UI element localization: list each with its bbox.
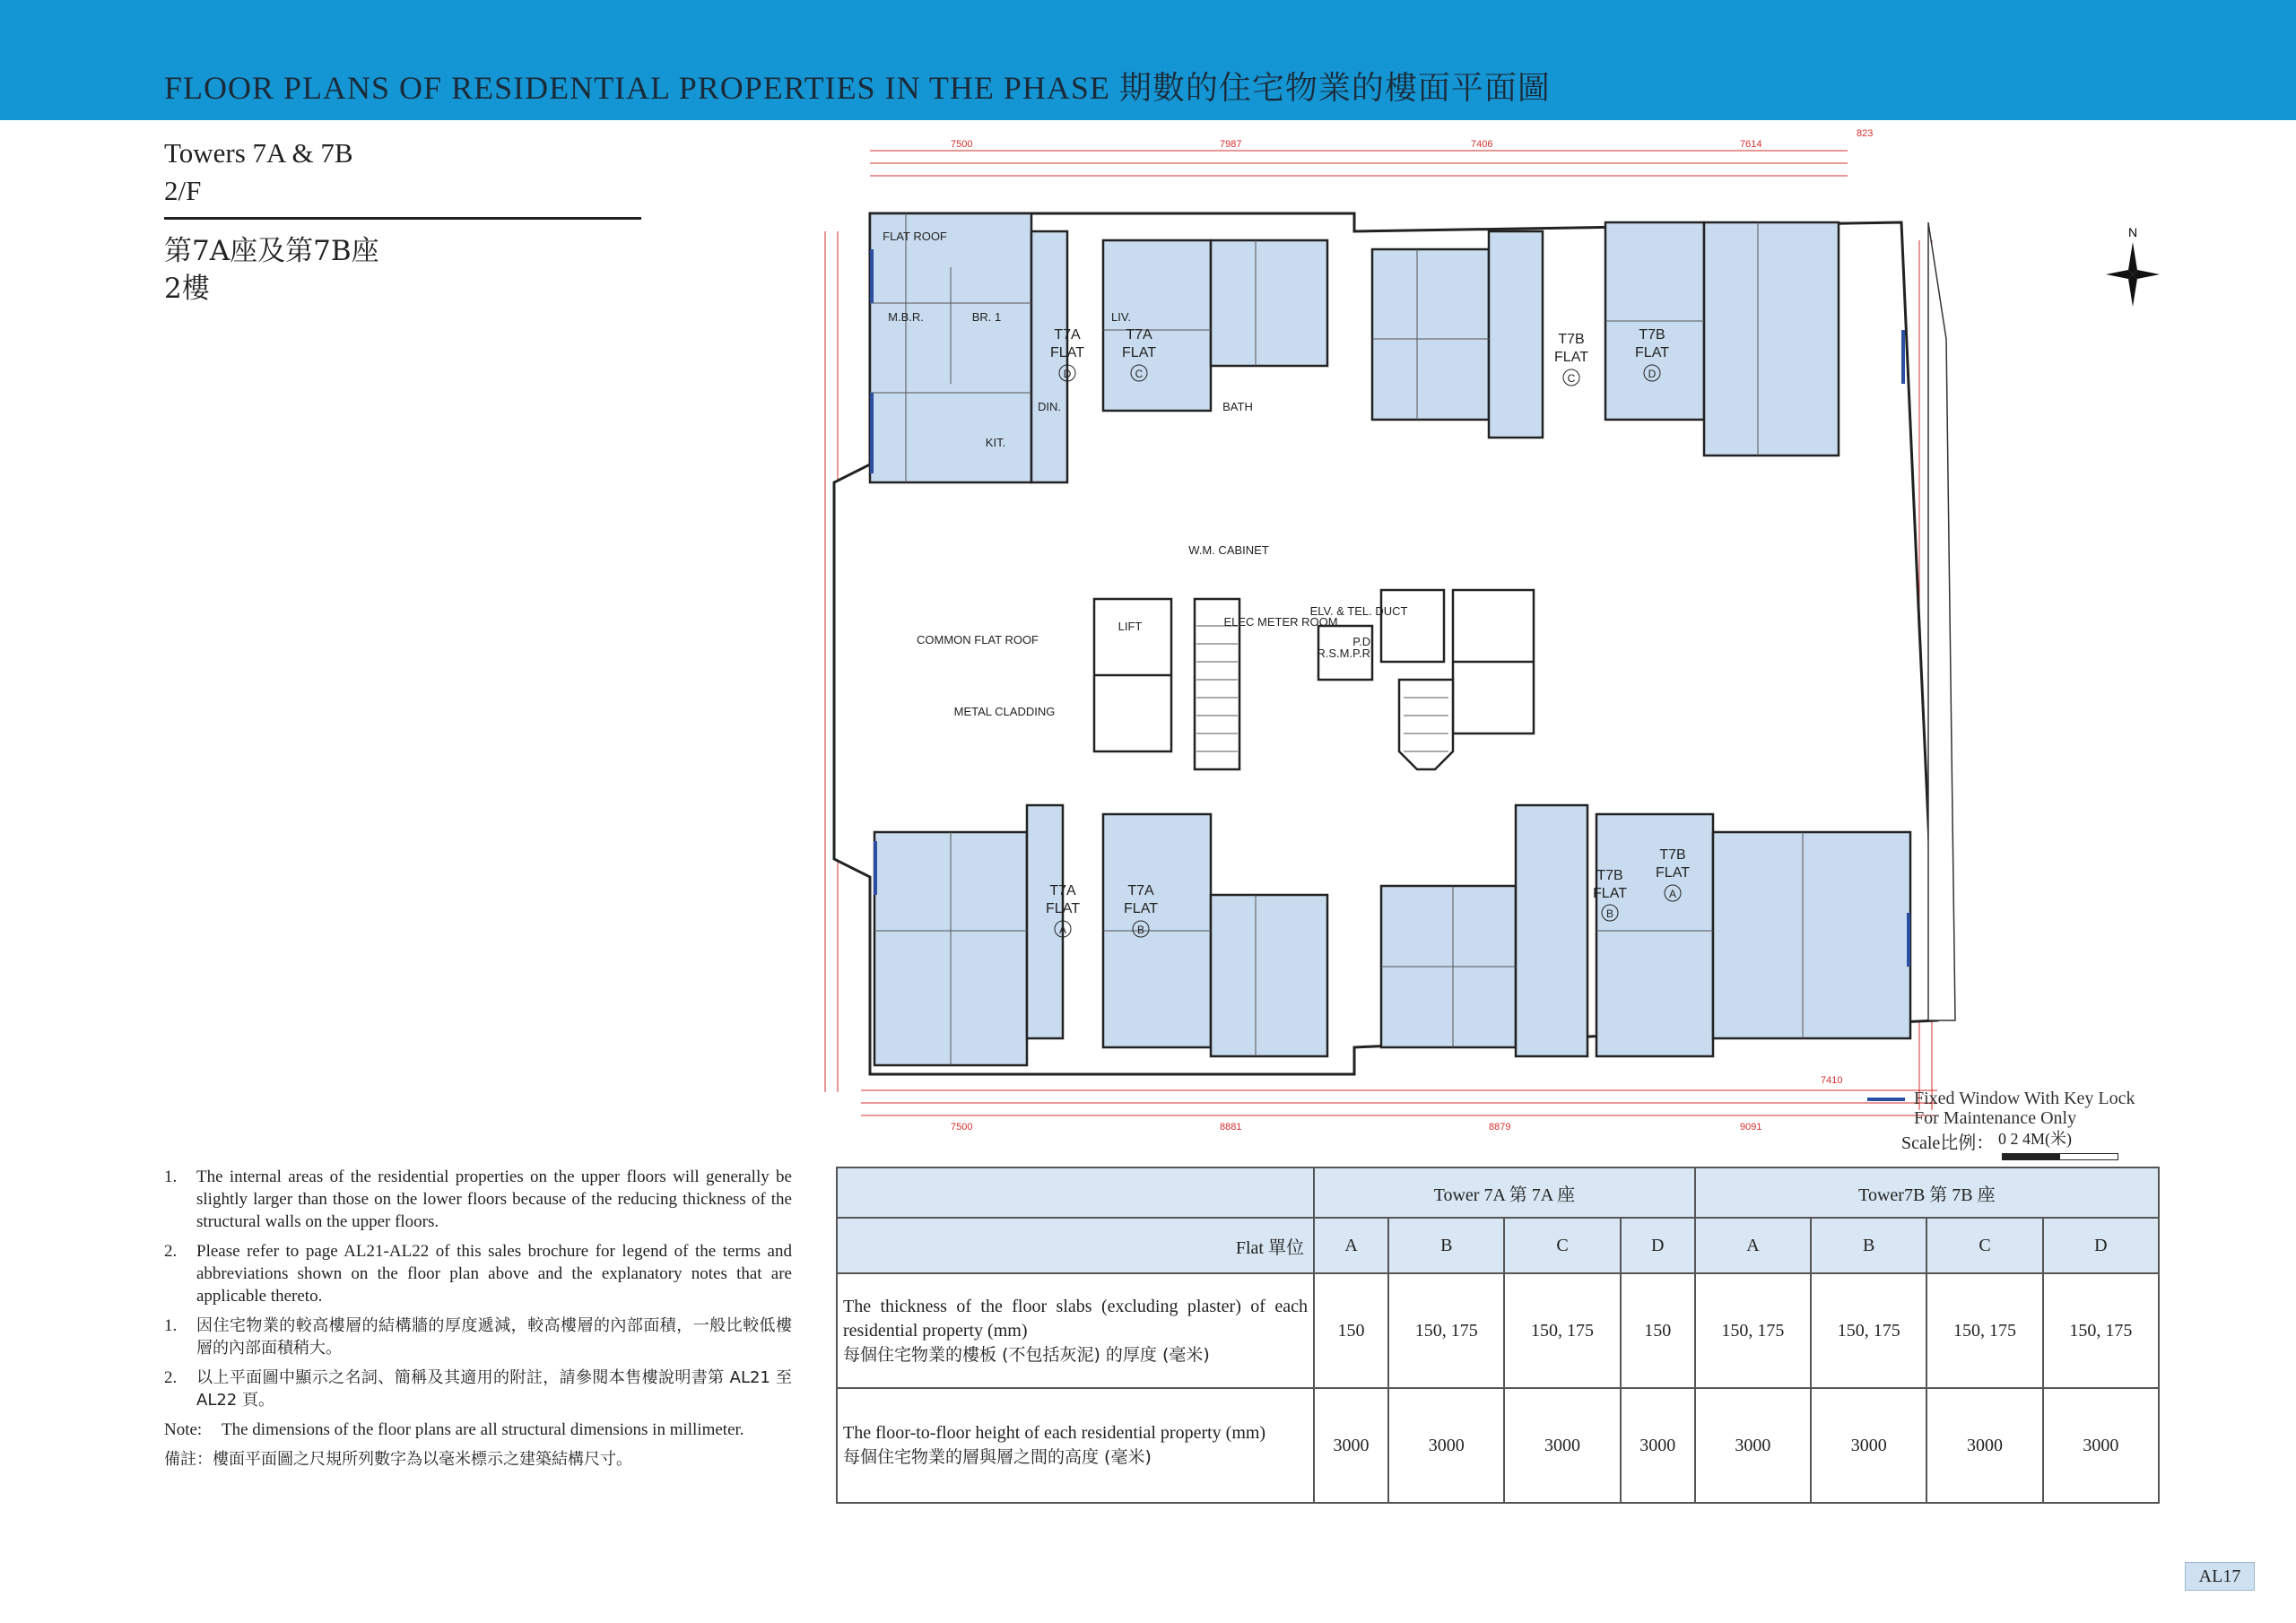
label-flat-roof: FLAT ROOF (883, 230, 947, 243)
dim-top-4: 7614 (1740, 139, 1762, 150)
flat-col-7b-a: A (1695, 1218, 1811, 1273)
label-metal-cladding: METAL CLADDING (953, 705, 1056, 718)
svg-text:T7B: T7B (1659, 847, 1686, 863)
slab-thickness-label: The thickness of the floor slabs (excluding plaster) of each residential property (mm) 每個住宅物業的樓板 (不包括灰泥) 的厚度 (毫米) (837, 1273, 1314, 1388)
tower-name-en: Towers 7A & 7B (164, 137, 353, 169)
dim-bottom-2: 8881 (1220, 1122, 1242, 1133)
svg-text:C: C (1567, 372, 1576, 385)
scale-label: Scale比例： (1901, 1133, 1995, 1153)
svg-text:FLAT: FLAT (1122, 345, 1156, 360)
stair-right (1399, 680, 1453, 769)
floor-height-label: The floor-to-floor height of each residential property (mm) 每個住宅物業的層與層之間的高度 (毫米) (837, 1388, 1314, 1503)
dim-bottom-5: 7410 (1821, 1075, 1843, 1086)
flat-col-7b-c: C (1926, 1218, 2042, 1273)
note-dimensions: Note: The dimensions of the floor plans are all structural dimensions in millimeter. (164, 1420, 744, 1439)
table-header-towers (837, 1167, 2159, 1218)
north-label: N (2127, 225, 2138, 239)
tower-heading (164, 135, 641, 308)
svg-text:D: D (1063, 368, 1072, 380)
flat-header-label: Flat 單位 (837, 1218, 1314, 1273)
tower-name-zh: 第7A座及第7B座 (164, 235, 379, 267)
dim-top-1: 7500 (951, 139, 973, 150)
svg-text:A: A (1058, 924, 1067, 936)
svg-text:T7A: T7A (1054, 327, 1081, 343)
dim-top-3: 7406 (1471, 139, 1493, 150)
svg-text:T7A: T7A (1127, 883, 1154, 898)
label-rsmpr: R.S.M.P.R. (1317, 647, 1374, 660)
svg-text:FLAT: FLAT (1593, 886, 1627, 901)
table-row: The thickness of the floor slabs (excluding plaster) of each residential property (mm) 每個住宅物業的樓板 (不包括灰泥) 的厚度 (毫米) 150 150, 175 150, 175 150 150, 175 150, 175 150, 175 150, 175 (837, 1273, 2159, 1388)
flat-col-7a-c: C (1504, 1218, 1620, 1273)
table-header-flats (837, 1218, 2159, 1273)
svg-text:FLAT: FLAT (1046, 901, 1080, 916)
label-common-flat-roof: COMMON FLAT ROOF (916, 633, 1039, 647)
floor-plan (771, 124, 2170, 1155)
flat-col-7a-d: D (1621, 1218, 1695, 1273)
svg-text:A: A (1668, 888, 1677, 900)
svg-text:FLAT: FLAT (1554, 350, 1588, 365)
scale-ticks: 0 2 4M(米) (1998, 1130, 2072, 1148)
scale-bar (2002, 1153, 2118, 1160)
flat-7b-c (1372, 249, 1489, 420)
svg-text:FLAT: FLAT (1635, 345, 1669, 360)
page-title: FLOOR PLANS OF RESIDENTIAL PROPERTIES IN THE PHASE 期數的住宅物業的樓面平面圖 (164, 70, 1551, 106)
note-dimensions-zh: 備註：樓面平面圖之尺規所列數字為以毫米標示之建築結構尺寸。 (164, 1450, 632, 1469)
svg-text:T7B: T7B (1558, 332, 1585, 347)
note-en-1: 1. The internal areas of the residential properties on the upper floors will generally be slightly larger than those on the lower floors because of the reducing thickness of the structural walls on the upper floors. (164, 1167, 792, 1231)
tower-floor-en: 2/F (164, 175, 202, 206)
svg-text:B: B (1136, 924, 1145, 936)
label-lift: LIFT (1118, 620, 1143, 633)
svg-text:T7A: T7A (1049, 883, 1076, 898)
label-bath: BATH (1222, 400, 1253, 413)
label-liv: LIV. (1111, 310, 1131, 324)
dim-top-2: 7987 (1220, 139, 1242, 150)
dim-bottom-4: 9091 (1740, 1122, 1762, 1133)
svg-text:T7A: T7A (1126, 327, 1152, 343)
label-pd: P.D. (1352, 635, 1374, 648)
label-mbr: M.B.R. (888, 310, 924, 324)
floor-plan-drawing (771, 124, 2170, 1155)
label-br1: BR. 1 (971, 310, 1002, 324)
flat-col-7b-b: B (1811, 1218, 1926, 1273)
svg-text:D: D (1648, 368, 1657, 380)
svg-text:FLAT: FLAT (1656, 865, 1690, 881)
fixed-window-label-2: For Maintenance Only (1914, 1108, 2077, 1128)
floor-spec-table (836, 1167, 2160, 1504)
dim-bottom-3: 8879 (1489, 1122, 1511, 1133)
flat-col-7a-a: A (1314, 1218, 1388, 1273)
dim-top-5: 823 (1857, 128, 1874, 139)
tower-floor-zh: 2樓 (164, 273, 210, 305)
north-arrow-icon (2106, 225, 2160, 307)
tower-7b-header: Tower7B 第 7B 座 (1695, 1167, 2159, 1218)
label-wm-cabinet: W.M. CABINET (1188, 543, 1269, 557)
svg-text:FLAT: FLAT (1124, 901, 1158, 916)
svg-text:T7B: T7B (1596, 868, 1623, 883)
flat-col-7a-b: B (1388, 1218, 1504, 1273)
svg-text:B: B (1605, 907, 1614, 920)
label-din: DIN. (1038, 400, 1061, 413)
svg-text:C: C (1135, 368, 1144, 380)
flat-7b-a (1596, 814, 1713, 1056)
fixed-window-label-1: Fixed Window With Key Lock (1914, 1089, 2135, 1108)
svg-text:FLAT: FLAT (1050, 345, 1084, 360)
fixed-window-line-icon (1867, 1098, 1905, 1101)
label-kit: KIT. (985, 436, 1006, 449)
heading-divider (164, 217, 641, 220)
label-elec-meter: ELEC METER ROOM (1223, 615, 1338, 629)
flat-7a-c (1103, 240, 1211, 411)
note-zh-1: 1. 因住宅物業的較高樓層的結構牆的厚度遞減，較高樓層的內部面積，一般比較低樓層的內部面積稍大。 (164, 1316, 792, 1358)
notes (164, 1166, 792, 1471)
dim-bottom-1: 7500 (951, 1122, 973, 1133)
svg-text:T7B: T7B (1639, 327, 1665, 343)
table-row: The floor-to-floor height of each residential property (mm) 每個住宅物業的層與層之間的高度 (毫米) 3000 3000 3000 3000 3000 3000 3000 3000 (837, 1388, 2159, 1503)
tower-7a-header: Tower 7A 第 7A 座 (1314, 1167, 1695, 1218)
note-en-2: 2. Please refer to page AL21-AL22 of this sales brochure for legend of the terms and abbreviations shown on the floor plan above and the explanatory notes that are applicable thereto. (164, 1242, 792, 1306)
note-zh-2: 2. 以上平面圖中顯示之名詞、簡稱及其適用的附註，請參閱本售樓說明書第 AL21 至 AL22 頁。 (164, 1368, 792, 1410)
page-number: AL17 (2185, 1562, 2255, 1591)
flat-col-7b-d: D (2043, 1218, 2159, 1273)
label-elv-duct: ELV. & TEL. DUCT (1309, 604, 1408, 618)
